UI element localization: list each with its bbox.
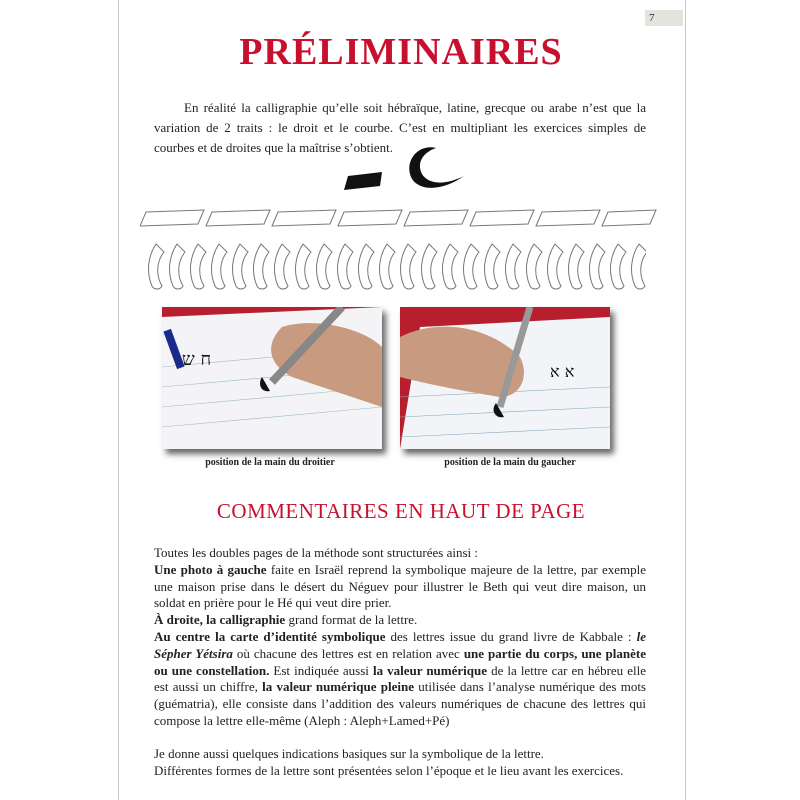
stroke-outline xyxy=(602,210,656,226)
page-title: PRÉLIMINAIRES xyxy=(239,31,563,73)
stroke-outline xyxy=(536,210,600,226)
paragraph-text: grand format de la lettre. xyxy=(285,612,418,628)
left-hand-photo xyxy=(400,307,610,449)
stroke-outline xyxy=(140,210,204,226)
body-paragraph xyxy=(154,763,646,780)
body-paragraph xyxy=(154,612,646,629)
stroke-outline xyxy=(338,210,402,226)
body-paragraph xyxy=(154,545,646,562)
straight-stroke xyxy=(344,172,382,190)
paragraph-text: utilisée dans l’analyse numérique des mots (guématria), elle consiste dans l’addition des valeurs numériques de chacune des lettres qui compose la lettre elle-même (Aleph : Aleph+Lamed+Pé) xyxy=(154,679,646,728)
paragraph-text: Toutes les doubles pages de la méthode sont structurées ainsi : xyxy=(154,545,479,560)
left-hand-caption: position de la main du gaucher xyxy=(444,457,576,468)
bold-text: À droite, la calligraphie xyxy=(154,612,286,628)
bold-text: Une photo à gauche xyxy=(154,561,267,577)
stroke-outline xyxy=(206,210,270,226)
italic-text: le Sépher Yétsira xyxy=(154,628,646,661)
section-title: COMMENTAIRES EN HAUT DE PAGE xyxy=(216,499,586,523)
intro-paragraph: En réalité la calligraphie qu’elle soit hébraïque, latine, grecque ou arabe n’est que la variation de 2 traits : le droit et le courbe. C’est en multipliant les exercices simples de courbes et de droites que la maîtrise s’obtient. xyxy=(154,100,646,155)
right-hand-caption: position de la main du droitier xyxy=(205,457,335,468)
svg-text:א א: א א xyxy=(550,362,575,381)
paragraph-text: Je donne aussi quelques indications basiques sur la symbolique de la lettre. xyxy=(154,745,544,761)
stroke-outline xyxy=(470,210,534,226)
bold-text: la valeur numérique xyxy=(372,662,488,678)
bold-text: une partie du corps, une planète ou une constellation. xyxy=(154,645,646,678)
body-paragraph xyxy=(154,746,646,763)
body-text xyxy=(154,545,646,779)
straight-and-curve-strokes xyxy=(340,140,470,200)
paragraph-text: des lettres issue du grand livre de Kabbale : xyxy=(385,628,637,644)
straight-stroke-exercise-row xyxy=(140,206,660,228)
right-hand-photo xyxy=(162,307,382,449)
bold-text: Au centre la carte d’identité symbolique xyxy=(154,628,386,644)
paragraph-text: Différentes formes de la lettre sont présentées selon l’époque et le lieu avant les exercices. xyxy=(154,762,624,778)
bold-text: la valeur numérique pleine xyxy=(262,679,414,695)
paragraph-text: de la lettre car en hébreu elle est aussi un chiffre, xyxy=(154,662,647,695)
svg-text:ח ש: ח ש xyxy=(182,349,212,370)
paragraph-text: Est indiquée aussi xyxy=(269,662,373,678)
stroke-outline xyxy=(404,210,468,226)
body-paragraph xyxy=(154,629,646,730)
curve-stroke xyxy=(409,147,464,188)
stroke-outline xyxy=(272,210,336,226)
paragraph-text: faite en Israël reprend la symbolique majeure de la lettre, par exemple une maison prise dans le désert du Néguev pour illustrer le Beth qui veut dire maison, un soldat en prière pour le Hé qui veut dire prier. xyxy=(154,561,646,611)
curve-stroke-exercise-row xyxy=(146,242,646,292)
paragraph-text: où chacune des lettres est en relation avec xyxy=(232,645,464,661)
body-paragraph xyxy=(154,562,646,612)
page-number: 7 xyxy=(645,10,683,26)
